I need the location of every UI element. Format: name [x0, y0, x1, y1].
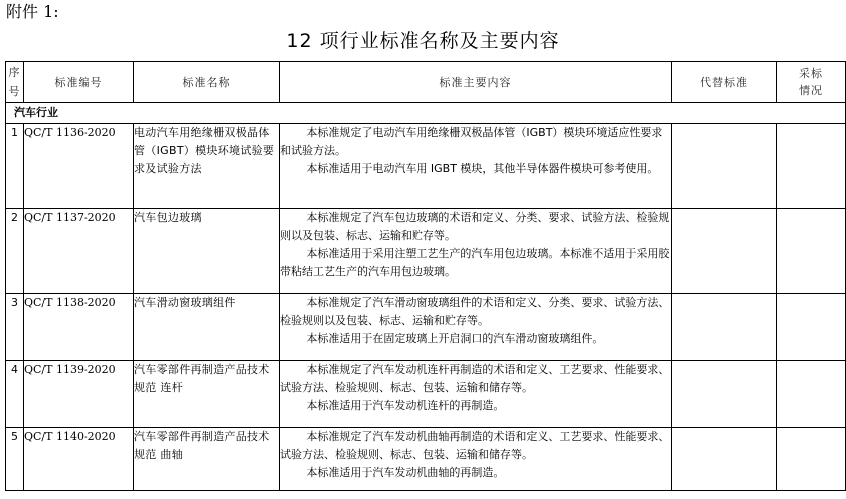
row-remark: [777, 428, 846, 491]
row-replaces: [672, 294, 777, 361]
row-name: 汽车包边玻璃: [134, 209, 280, 294]
row-content-applicability: 本标准适用于电动汽车用 IGBT 模块，其他半导体器件模块可参考使用。: [306, 162, 659, 175]
table-row: [6, 428, 846, 491]
row-code: QC/T 1138-2020: [24, 294, 134, 361]
header-code: 标准编号: [24, 62, 134, 103]
row-code: QC/T 1140-2020: [24, 428, 134, 491]
row-content: [280, 361, 672, 428]
row-content-scope: 本标准规定了汽车发动机连杆再制造的术语和定义、工艺要求、性能要求、试验方法、检验规则、标志、包装、运输和储存等。: [280, 363, 670, 394]
row-seq: 3: [6, 294, 24, 361]
row-seq: 5: [6, 428, 24, 491]
row-content-scope: 本标准规定了汽车滑动窗玻璃组件的术语和定义、分类、要求、试验方法、检验规则以及包装、标志、运输和贮存等。: [280, 296, 670, 327]
row-content-applicability: 本标准适用于汽车发动机连杆的再制造。: [306, 399, 505, 412]
row-content-applicability: 本标准适用于采用注塑工艺生产的汽车用包边玻璃。本标准不适用于采用胶带粘结工艺生产的汽车用包边玻璃。: [280, 247, 670, 278]
header-remark-line1: 采标: [799, 67, 823, 80]
header-seq-line2: 号: [8, 85, 21, 98]
row-code: QC/T 1139-2020: [24, 361, 134, 428]
header-seq: [6, 62, 24, 103]
row-replaces: [672, 124, 777, 209]
row-name: 汽车零部件再制造产品技术规范 曲轴: [134, 428, 280, 491]
row-seq: 2: [6, 209, 24, 294]
document-title: 12 项行业标准名称及主要内容: [286, 30, 560, 52]
row-content: [280, 294, 672, 361]
row-replaces: [672, 209, 777, 294]
row-content-applicability: 本标准适用于汽车发动机曲轴的再制造。: [306, 466, 505, 479]
row-code: QC/T 1137-2020: [24, 209, 134, 294]
table-row: [6, 294, 846, 361]
row-remark: [777, 294, 846, 361]
row-content: [280, 209, 672, 294]
standards-table: [5, 61, 846, 491]
row-content-scope: 本标准规定了电动汽车用绝缘栅双极晶体管（IGBT）模块环境适应性要求和试验方法。: [280, 126, 663, 157]
row-name: 汽车滑动窗玻璃组件: [134, 294, 280, 361]
header-remark: [777, 62, 846, 103]
row-remark: [777, 361, 846, 428]
header-remark-line2: 情况: [799, 84, 823, 97]
row-seq: 4: [6, 361, 24, 428]
table-header-row: [6, 62, 846, 103]
row-content: [280, 124, 672, 209]
row-seq: 1: [6, 124, 24, 209]
table-row: [6, 209, 846, 294]
table-row: [6, 361, 846, 428]
row-content-scope: 本标准规定了汽车发动机曲轴再制造的术语和定义、工艺要求、性能要求、试验方法、检验规则、标志、包装、运输和储存等。: [280, 430, 670, 461]
header-replaces: 代替标准: [672, 62, 777, 103]
row-replaces: [672, 428, 777, 491]
header-seq-line1: 序: [8, 66, 21, 79]
row-replaces: [672, 361, 777, 428]
row-name: 汽车零部件再制造产品技术规范 连杆: [134, 361, 280, 428]
row-content-applicability: 本标准适用于在固定玻璃上开启洞口的汽车滑动窗玻璃组件。: [306, 332, 604, 345]
table-row: [6, 124, 846, 209]
row-content-scope: 本标准规定了汽车包边玻璃的术语和定义、分类、要求、试验方法、检验规则以及包装、标志、运输和贮存等。: [280, 211, 670, 242]
section-row: [6, 103, 846, 124]
row-name: 电动汽车用绝缘栅双极晶体管（IGBT）模块环境试验要求及试验方法: [134, 124, 280, 209]
attachment-label: 附件 1:: [6, 2, 59, 21]
header-name: 标准名称: [134, 62, 280, 103]
row-code: QC/T 1136-2020: [24, 124, 134, 209]
row-remark: [777, 124, 846, 209]
row-remark: [777, 209, 846, 294]
header-content: 标准主要内容: [280, 62, 672, 103]
row-content: [280, 428, 672, 491]
section-label: 汽车行业: [6, 103, 846, 124]
